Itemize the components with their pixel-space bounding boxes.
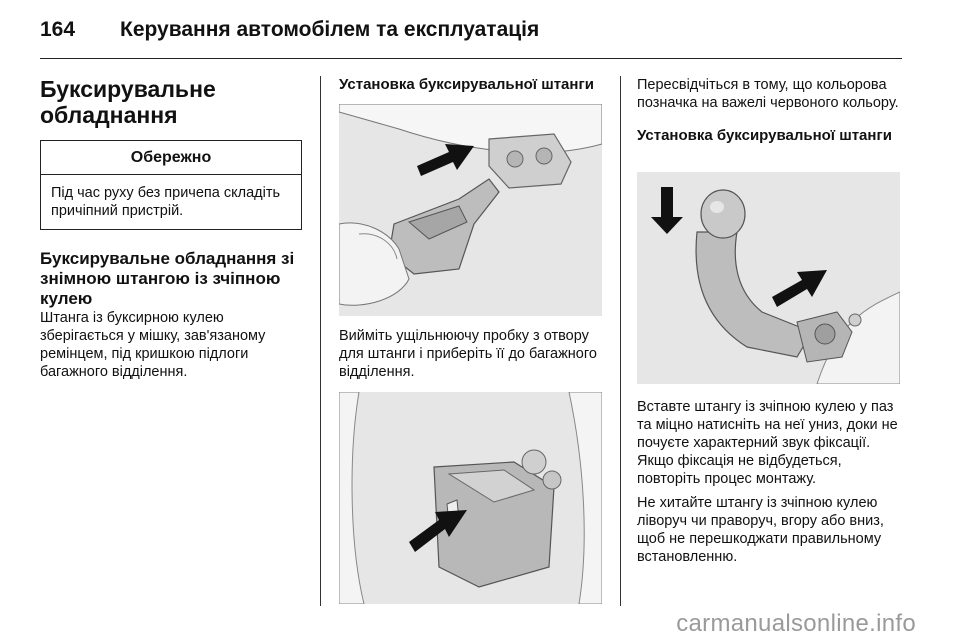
warning-text: Під час руху без причепа складіть причіпний пристрій. bbox=[51, 185, 281, 219]
remove-plug-caption: Вийміть ущільнюючу пробку з отвору для штанги і приберіть її до багажного відділення. bbox=[339, 328, 597, 380]
chapter-title: Керування автомобілем та експлуатація bbox=[120, 18, 540, 41]
figure-socket bbox=[339, 392, 602, 604]
storage-paragraph: Штанга із буксирною кулею зберігається у мішку, зав'язаному ремінцем, під кришкою підлоги багажного відділення. bbox=[40, 310, 266, 380]
plug-removal-illustration bbox=[339, 104, 602, 316]
column-divider bbox=[320, 76, 321, 606]
section-title-line2: обладнання bbox=[40, 102, 178, 128]
column-middle bbox=[339, 76, 603, 94]
insert-instructions: Вставте штангу із зчіпною кулею у паз та міцно натисніть на неї униз, доки не почуєте характерний звук фіксації. Якщо фіксація не відбудеться, повторіть процес монтажу. bbox=[637, 399, 898, 487]
page-header bbox=[40, 12, 902, 59]
figure-insert-bar bbox=[637, 172, 900, 384]
column-right-instructions bbox=[637, 398, 903, 566]
column-middle-caption bbox=[339, 327, 603, 381]
warning-title: Обережно bbox=[41, 141, 301, 175]
watermark: carmanualsonline.info bbox=[676, 610, 916, 637]
figure-remove-plug bbox=[339, 104, 602, 316]
figure-title: Установка буксирувальної штанги bbox=[339, 76, 594, 93]
intro-paragraph: Пересвідчіться в тому, що кольорова позначка на важелі червоного кольору. bbox=[637, 77, 899, 111]
section-title-line1: Буксирувальне bbox=[40, 76, 216, 102]
figure-title-2: Установка буксирувальної штанги bbox=[637, 127, 892, 144]
page-number: 164 bbox=[40, 18, 76, 41]
column-left bbox=[40, 76, 302, 381]
warning-no-wiggle: Не хитайте штангу із зчіпною кулею ліворуч чи праворуч, вгору або вниз, щоб не перешкоджати правильному встановленню. bbox=[637, 495, 884, 565]
column-right bbox=[637, 76, 903, 145]
subsection-title: Буксирувальне обладнання зі знімною штангою із зчіпною кулею bbox=[40, 249, 295, 308]
section-title bbox=[40, 76, 302, 128]
column-divider bbox=[620, 76, 621, 606]
tow-bar-illustration bbox=[637, 172, 900, 384]
warning-box bbox=[40, 140, 302, 230]
socket-illustration bbox=[339, 392, 602, 604]
